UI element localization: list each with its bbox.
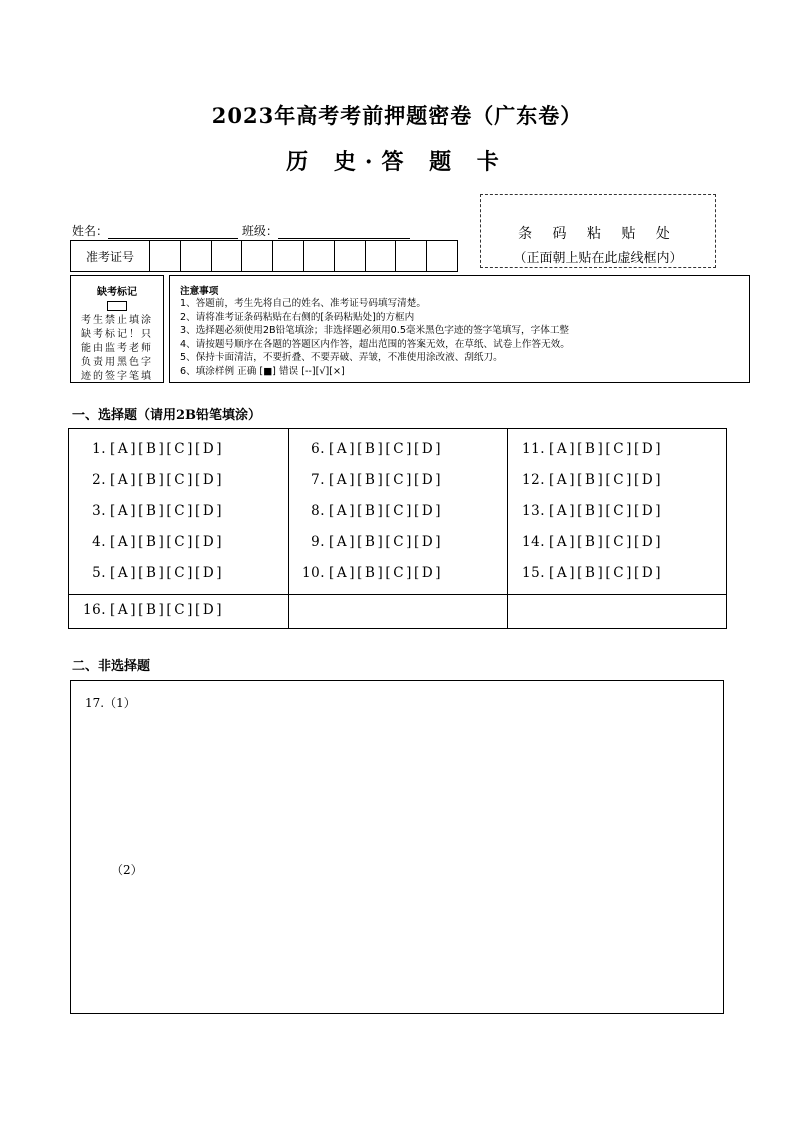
- exam-number-label: 准考证号: [71, 241, 150, 271]
- answer-bubbles[interactable]: [A][B][C][D]: [110, 565, 225, 581]
- answer-bubbles[interactable]: [A][B][C][D]: [549, 565, 664, 581]
- notes-item: 2、请将准考证条码粘贴在右侧的[条码粘贴处]的方框内: [180, 311, 415, 323]
- choice-question-13: [519, 503, 663, 519]
- class-label: 班级：: [241, 224, 278, 238]
- absent-mark-title: 缺考标记: [97, 287, 137, 298]
- absent-mark-line: 迹的签字笔填: [81, 371, 153, 382]
- choice-question-10: [299, 565, 443, 581]
- page-title: 2023年高考考前押题密卷（广东卷）: [211, 103, 583, 128]
- question-number: 13.: [522, 503, 545, 519]
- answer-bubbles[interactable]: [A][B][C][D]: [329, 565, 444, 581]
- q17-answer-area[interactable]: [70, 680, 724, 1014]
- answer-bubbles[interactable]: [A][B][C][D]: [549, 472, 664, 488]
- notes-item: 1、答题前，考生先将自己的姓名、准考证号码填写清楚。: [180, 298, 426, 309]
- question-number: 2.: [92, 472, 106, 488]
- exam-number-cell[interactable]: [181, 241, 212, 271]
- grid-divider: [507, 429, 508, 628]
- absent-mark-line: 能由监考老师: [81, 343, 153, 354]
- absent-mark-checkbox[interactable]: [107, 301, 127, 311]
- exam-number-grid: [70, 240, 458, 272]
- question-number: 9.: [311, 534, 325, 550]
- answer-bubbles[interactable]: [A][B][C][D]: [549, 534, 664, 550]
- choice-question-8: [299, 503, 443, 519]
- answer-bubbles[interactable]: [A][B][C][D]: [329, 534, 444, 550]
- answer-bubbles[interactable]: [A][B][C][D]: [549, 503, 664, 519]
- question-number: 12.: [522, 472, 545, 488]
- choice-question-1: [80, 441, 224, 457]
- notes-item: 4、请按题号顺序在各题的答题区内作答，超出范围的答案无效，在草纸、试卷上作答无效。: [180, 338, 570, 350]
- question-number: 8.: [311, 503, 325, 519]
- notes-item: 5、保持卡面清洁，不要折叠、不要弄破、弄皱，不准使用涂改液、刮纸刀。: [180, 352, 503, 364]
- absent-mark-line: 考生禁止填涂: [81, 315, 153, 326]
- choice-question-9: [299, 534, 443, 550]
- choice-question-11: [519, 441, 663, 457]
- answer-bubbles[interactable]: [A][B][C][D]: [329, 441, 444, 457]
- question-number: 4.: [92, 534, 106, 550]
- notes-item: 6、填涂样例 正确 [■] 错误 [--][√][×]: [180, 365, 345, 377]
- choice-question-2: [80, 472, 224, 488]
- choice-question-15: [519, 565, 663, 581]
- exam-number-cell[interactable]: [335, 241, 366, 271]
- class-field[interactable]: [278, 226, 410, 239]
- choice-question-12: [519, 472, 663, 488]
- choice-question-4: [80, 534, 224, 550]
- question-number: 15.: [522, 565, 545, 581]
- exam-number-cell[interactable]: [304, 241, 335, 271]
- question-number: 11.: [522, 441, 545, 457]
- answer-bubbles[interactable]: [A][B][C][D]: [110, 472, 225, 488]
- absent-mark-box: [70, 275, 164, 383]
- section2-title: 二、非选择题: [72, 659, 151, 674]
- answer-bubbles[interactable]: [A][B][C][D]: [110, 534, 225, 550]
- exam-number-cell[interactable]: [427, 241, 457, 271]
- question-number: 5.: [92, 565, 106, 581]
- grid-divider: [69, 594, 726, 595]
- answer-bubbles[interactable]: [A][B][C][D]: [110, 441, 225, 457]
- name-class-line: [72, 222, 410, 239]
- answer-bubbles[interactable]: [A][B][C][D]: [110, 602, 225, 618]
- choice-answer-grid: [68, 428, 727, 629]
- name-field[interactable]: [108, 226, 238, 239]
- question-number: 16.: [83, 602, 106, 618]
- choice-question-5: [80, 565, 224, 581]
- choice-question-7: [299, 472, 443, 488]
- notes-item: 3、选择题必须使用2B铅笔填涂；非选择题必须用0.5毫米黑色字迹的签字笔填写，字体工整: [180, 325, 570, 337]
- question-number: 1.: [92, 441, 106, 457]
- answer-bubbles[interactable]: [A][B][C][D]: [549, 441, 664, 457]
- choice-question-14: [519, 534, 663, 550]
- q17-part1-label: 17.（1）: [85, 696, 136, 710]
- section1-title: 一、选择题（请用2B铅笔填涂）: [72, 408, 262, 423]
- barcode-paste-area: [480, 194, 716, 268]
- q17-part2-label: （2）: [111, 863, 143, 877]
- answer-bubbles[interactable]: [A][B][C][D]: [329, 503, 444, 519]
- question-number: 10.: [302, 565, 325, 581]
- question-number: 14.: [522, 534, 545, 550]
- page-subtitle: 历 史·答 题 卡: [286, 149, 508, 175]
- question-number: 7.: [311, 472, 325, 488]
- name-label: 姓名：: [72, 224, 109, 238]
- exam-number-cell[interactable]: [273, 241, 304, 271]
- choice-question-16: [80, 602, 224, 618]
- absent-mark-line: 缺考标记！只: [81, 329, 153, 340]
- barcode-note: （正面朝上贴在此虚线框内）: [513, 251, 683, 266]
- notes-title: 注意事项: [180, 286, 219, 297]
- exam-number-cell[interactable]: [212, 241, 243, 271]
- question-number: 3.: [92, 503, 106, 519]
- absent-mark-line: 负责用黑色字: [81, 357, 153, 368]
- question-number: 6.: [311, 441, 325, 457]
- grid-divider: [288, 429, 289, 628]
- exam-number-cell[interactable]: [366, 241, 397, 271]
- choice-question-3: [80, 503, 224, 519]
- answer-bubbles[interactable]: [A][B][C][D]: [329, 472, 444, 488]
- exam-number-cell[interactable]: [242, 241, 273, 271]
- answer-bubbles[interactable]: [A][B][C][D]: [110, 503, 225, 519]
- exam-number-cell[interactable]: [396, 241, 427, 271]
- notes-box: [169, 275, 750, 383]
- barcode-title: 条 码 粘 贴 处: [518, 226, 678, 242]
- exam-number-cell[interactable]: [150, 241, 181, 271]
- choice-question-6: [299, 441, 443, 457]
